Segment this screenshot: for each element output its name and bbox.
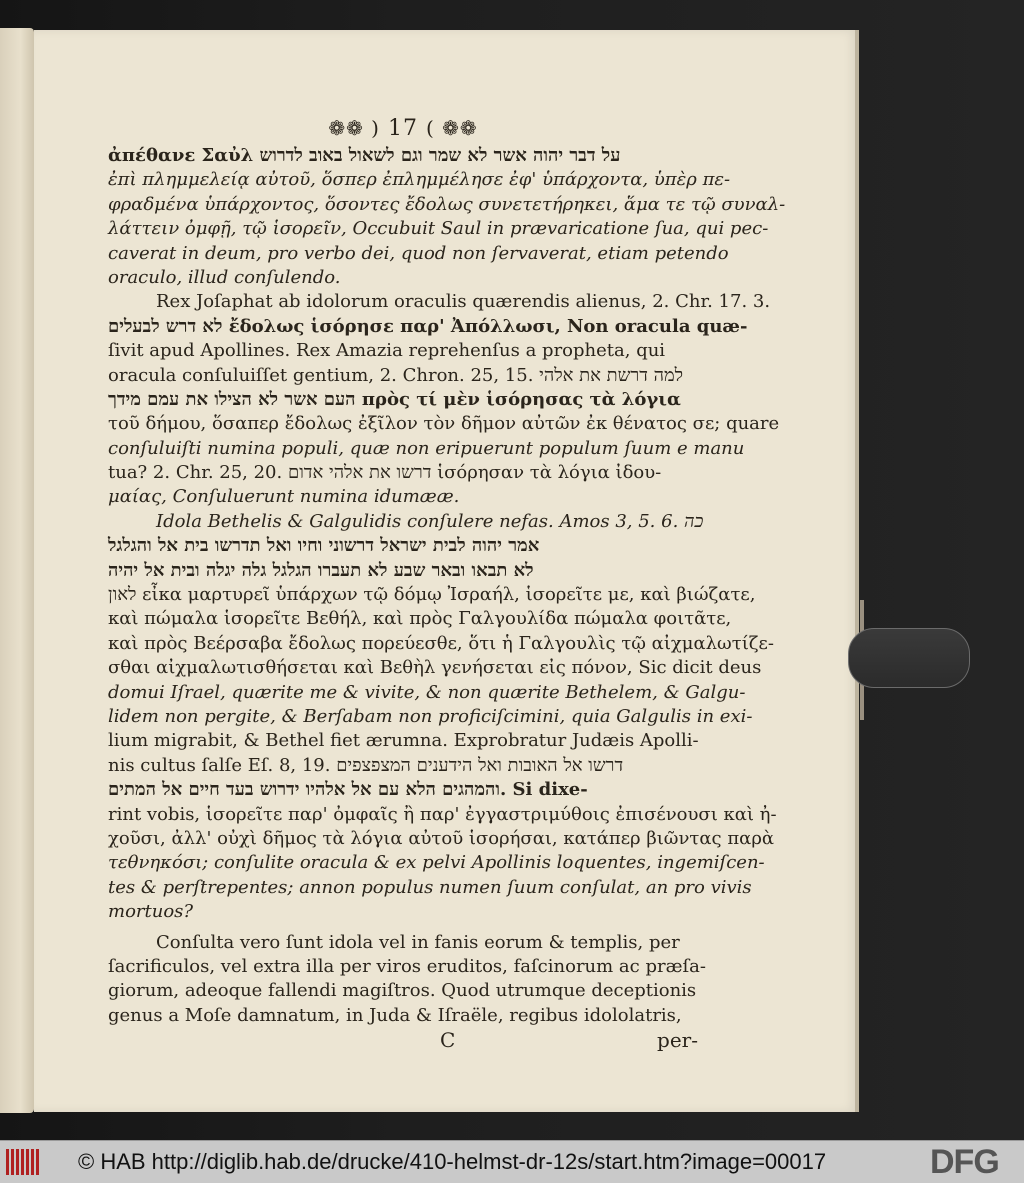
hab-logo-icon xyxy=(6,1149,46,1175)
running-header xyxy=(108,112,698,144)
text-line: καὶ πρὸς Βεέρσαβα ἔδολως πορεύεσθε, ὅτι ἡ Γαλγουλὶς τῷ αἰχμαλωτίζε- xyxy=(108,632,774,654)
text-line: oracula conſuluiſſet gentium, 2. Chron. 25, 15. למה דרשת את אלהי xyxy=(108,364,684,386)
text-line: καὶ πώμαλα ἱσορεῖτε Βεθήλ, καὶ πρὸς Γαλγουλίδα πώμαλα φοιτᾶτε, xyxy=(108,608,732,630)
text-line: lium migrabit, & Bethel fiet ærumna. Exprobratur Judæis Apolli- xyxy=(108,730,699,752)
text-line: Conſulta vero ſunt idola vel in fanis eorum & templis, per xyxy=(156,931,680,953)
text-line: genus a Moſe damnatum, in Juda & Iſraële, regibus idololatris, xyxy=(108,1004,682,1026)
page-edge xyxy=(855,30,859,1112)
text-line: lidem non pergite, & Berſabam non proficiſcimini, quia Galgulis in exi- xyxy=(108,705,753,727)
text-block xyxy=(108,112,786,1054)
text-line: oraculo, illud conſulendo. xyxy=(108,266,341,288)
text-line: nis cultus ſalſe Eſ. 8, 19. דרשו אל האובות ואל הידענים המצפצפים xyxy=(108,754,624,776)
text-line: והמהגים הלא עם אל אלהיו ידרוש בעד חיים אל המתים. Si dixe- xyxy=(108,779,588,801)
text-line: לאון εἶκα μαρτυρεῖ ὑπάρχων τῷ δόμῳ Ἰσραήλ, ἱσορεῖτε με, καὶ βιώζατε, xyxy=(108,584,756,606)
text-line: Rex Joſaphat ab idolorum oraculis quærendis alienus, 2. Chr. 17. 3. xyxy=(156,291,771,313)
viewer-footer-bar xyxy=(0,1140,1024,1183)
text-line: rint vobis, ἱσορεῖτε παρ' ὀμφαῖς ἢ παρ' ἐγγαστριμύθοις ἐπισένουσι καὶ ἠ- xyxy=(108,803,777,825)
page-number: 17 xyxy=(388,116,418,141)
text-line: σθαι αἰχμαλωτισθήσεται καὶ Βεθὴλ γενήσεται εἰς πόνον, Sic dicit deus xyxy=(108,657,762,679)
text-line: caverat in deum, pro verbo dei, quod non ſervaverat, etiam petendo xyxy=(108,242,729,264)
text-line: אמר יהוה לבית ישראל דרשוני וחיו ואל תדרשו בית אל והגלגל xyxy=(108,535,540,557)
text-line: χοῦσι, ἀλλ' οὐχὶ δῆμος τὰ λόγια αὐτοῦ ἱσορήσαι, κατάπερ βιῶντας παρὰ xyxy=(108,827,775,849)
text-line: τοῦ δήμου, ὅσαπερ ἔδολως ἐξῖλον τὸν δῆμον αὐτῶν ἐκ θένατος σε; quare xyxy=(108,413,780,435)
text-line: μαίας, Conſuluerunt numina idumææ. xyxy=(108,486,460,508)
text-line: φραδμένα ὑπάρχοντος, ὅσοντες ἔδολως συνετετήρηκει, ἅμα τε τῷ συναλ- xyxy=(108,193,786,215)
signature-mark: C xyxy=(440,1028,456,1053)
text-line: Idola Bethelis & Galgulidis conſulere nefas. Amos 3, 5. 6. כה xyxy=(156,510,704,532)
text-line: mortuos? xyxy=(108,901,194,923)
text-line: העם אשר לא הצילו את עמם מידך πρὸς τί μὲν ἱσόρησας τὰ λόγια xyxy=(108,388,681,410)
page-footer-line xyxy=(108,1028,698,1054)
text-line: ἐπὶ πλημμελείᾳ αὐτοῦ, ὅσπερ ἐπλημμέλησε ἐφ' ὑπάρχοντα, ὑπὲρ πε- xyxy=(108,169,731,191)
catchword: per- xyxy=(657,1028,698,1053)
text-line: τεθνηκόσι; conſulite oracula & ex pelvi Apollinis loquentes, ingemiſcen- xyxy=(108,852,765,874)
text-line: conſuluiſti numina populi, quæ non eripuerunt populum ſuum e manu xyxy=(108,437,745,459)
dfg-logo: DFG xyxy=(930,1143,999,1181)
previous-page-edge xyxy=(0,28,34,1113)
text-line: λάττειν ὀμφῇ, τῷ ἱσορεῖν, Occubuit Saul in prævaricatione ſua, qui pec- xyxy=(108,218,769,240)
text-line: tua? 2. Chr. 25, 20. דרשו את אלהי אדום ἱσόρησαν τὰ λόγια ἰδου- xyxy=(108,462,662,484)
text-line: ἀπέθανε Σαὐλ על דבר יהוה אשר לא שמר וגם לשאול באוב לדרוש xyxy=(108,145,621,166)
text-line: giorum, adeoque fallendi magiſtros. Quod utrumque deceptionis xyxy=(108,980,697,1002)
text-line: ſivit apud Apollines. Rex Amazia reprehenſus a propheta, qui xyxy=(108,340,666,362)
header-ornament-left-icon: ❁❁ ) xyxy=(328,116,380,140)
copyright-link[interactable]: © HAB http://diglib.hab.de/drucke/410-helmst-dr-12s/start.htm?image=00017 xyxy=(78,1149,827,1174)
text-line: לא דרש לבעלים ἔδολως ἱσόρησε παρ' Ἀπόλλωσι, Non oracula quæ- xyxy=(108,315,748,337)
text-line: tes & perſtrepentes; annon populus numen ſuum conſulat, an pro vivis xyxy=(108,876,752,898)
text-line: לא תבאו ובאר שבע לא תעברו הגלגל גלה יגלה ובית אל יהיה xyxy=(108,559,534,581)
header-ornament-right-icon: ( ❁❁ xyxy=(426,116,478,140)
text-line: ſacrificulos, vel extra illa per viros eruditos, faſcinorum ac præſa- xyxy=(108,955,706,977)
text-line: domui Iſrael, quærite me & vivite, & non quærite Bethelem, & Galgu- xyxy=(108,681,746,703)
page-clasp xyxy=(848,628,970,688)
